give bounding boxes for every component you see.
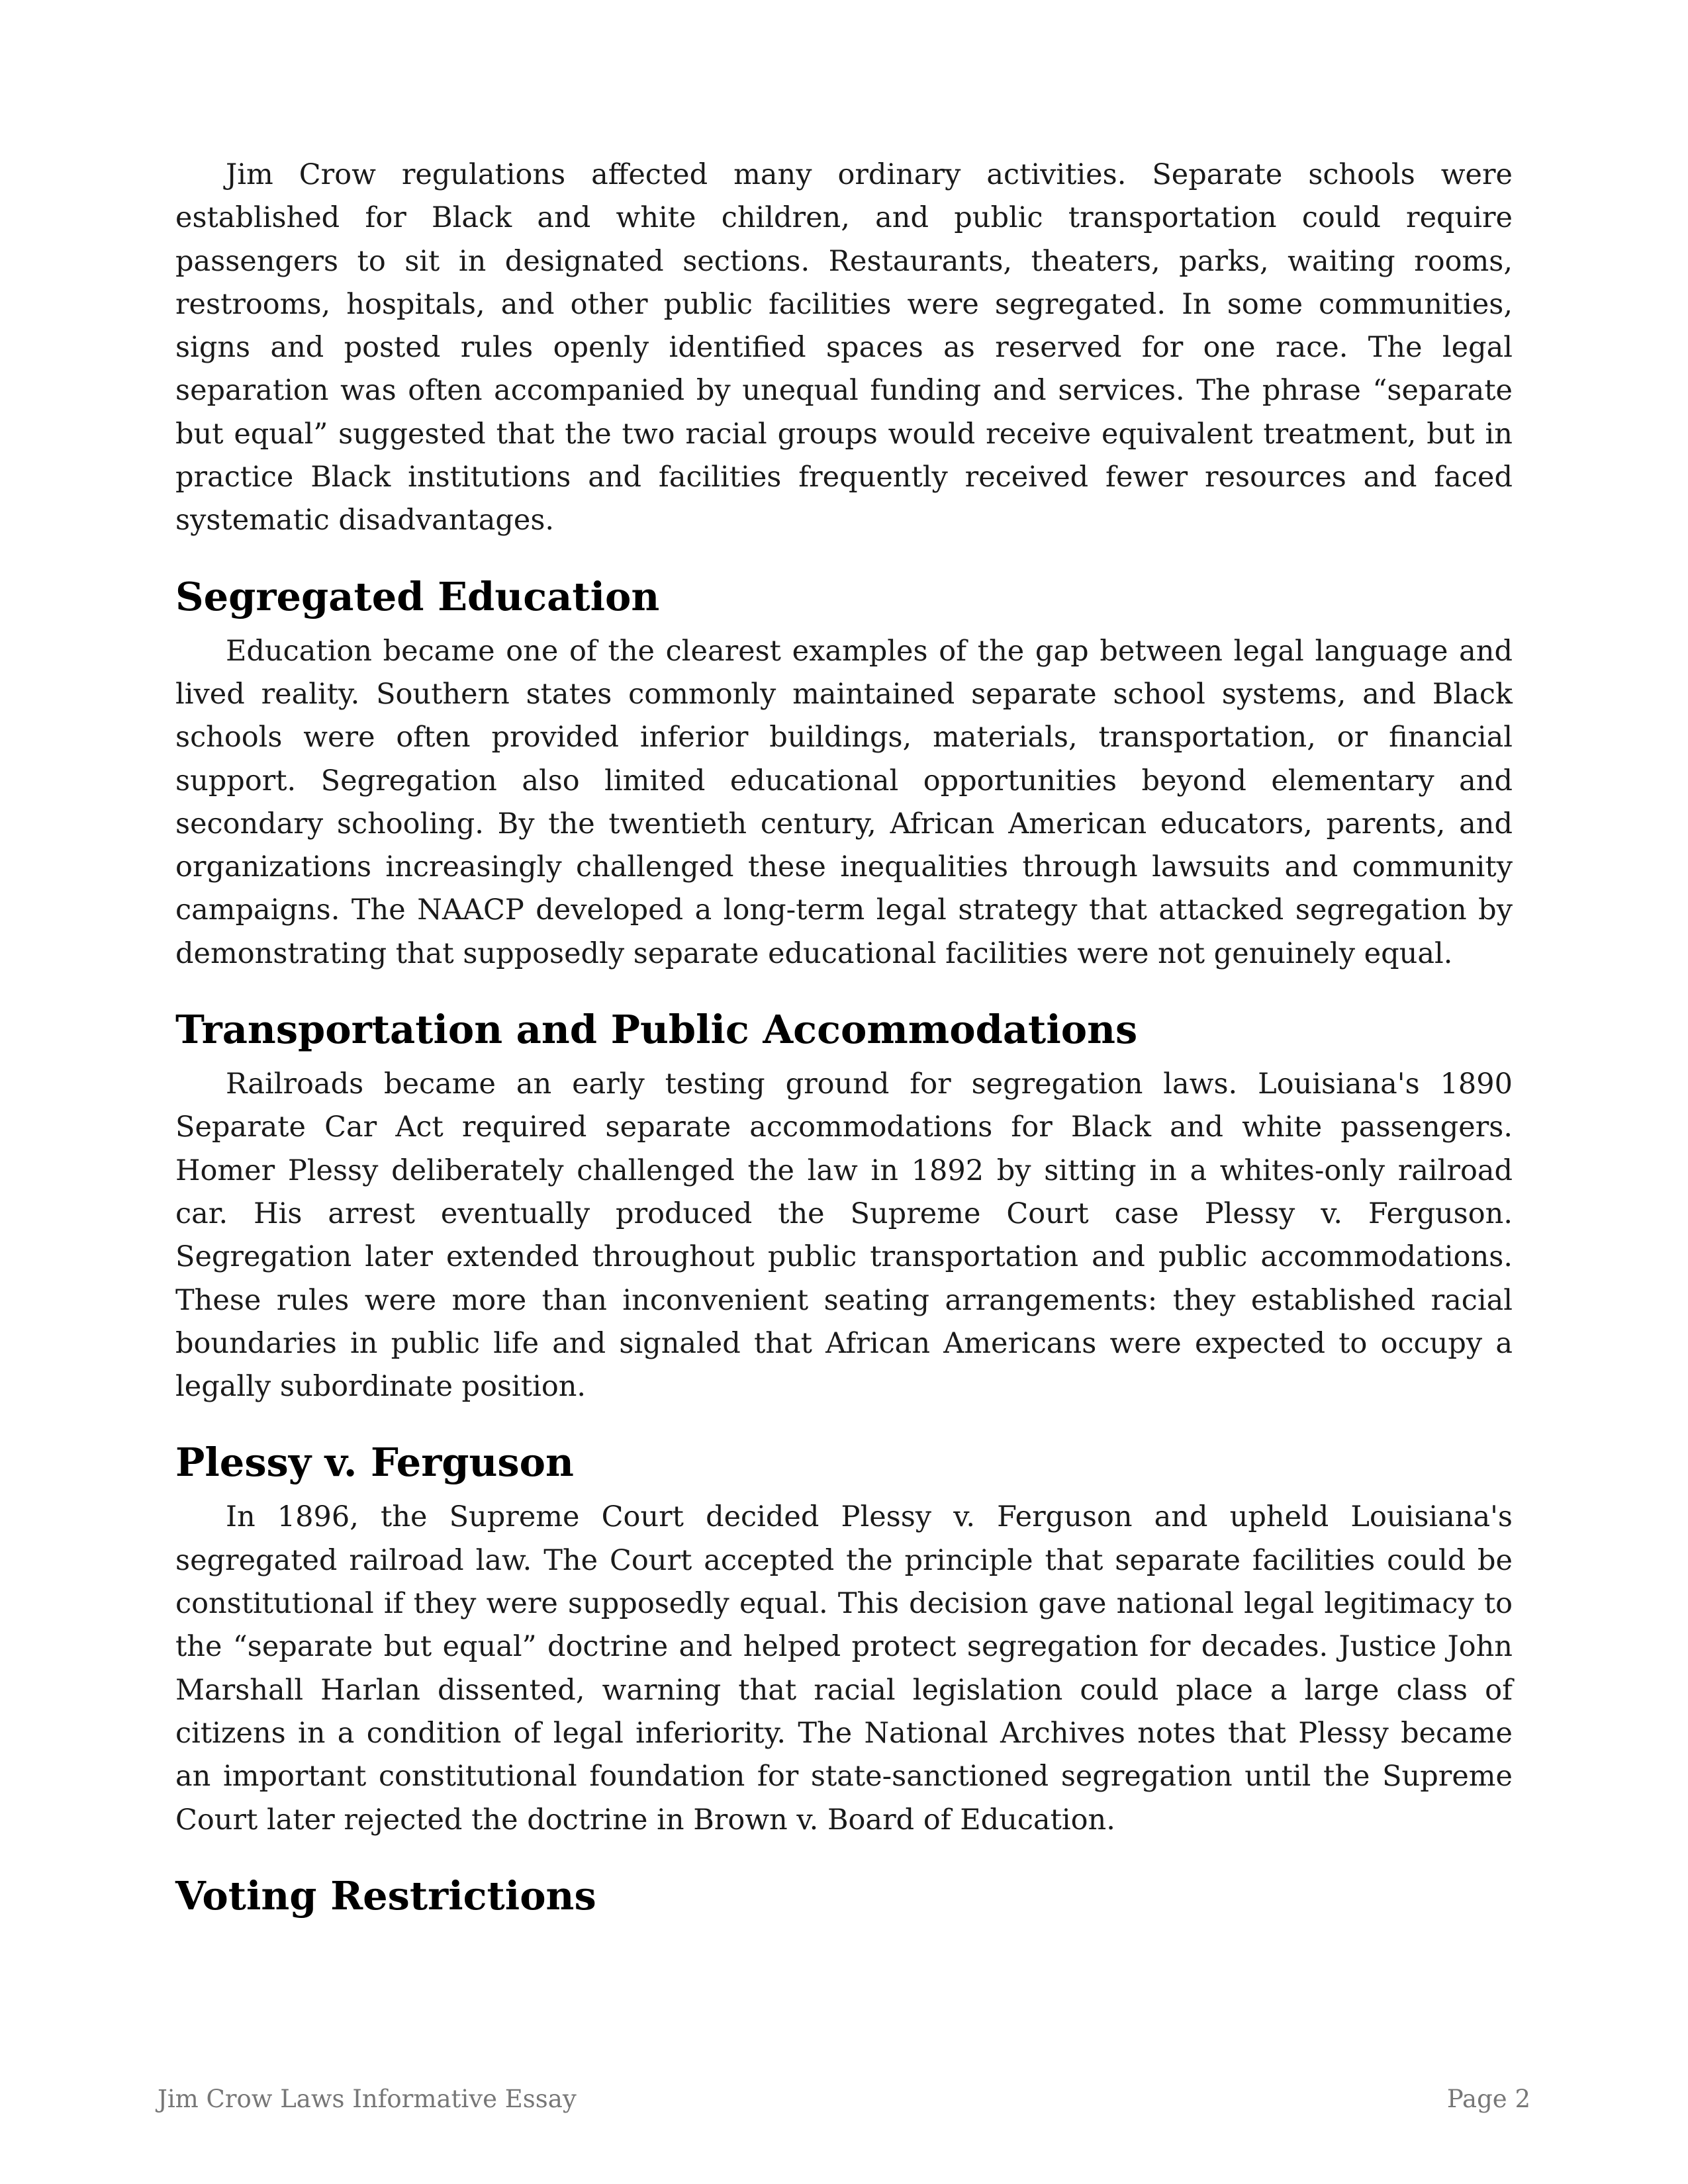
footer-title: Jim Crow Laws Informative Essay bbox=[158, 2085, 577, 2113]
transportation-paragraph: Railroads became an early testing ground for segregation laws. Louisiana's 1890 Separate Car Act required separate accommodations for Black and white passengers. Homer Plessy deliberately challenged the law in 1892 by sitting in a whites-only railroad car. His arrest eventually produced the Supreme Court case Plessy v. Ferguson. Segregation later extended throughout public transportation and public accommodations. These rules were more than inconvenient seating arrangements: they established racial boundaries in public life and signaled that African Americans were expected to occupy a legally subordinate position. bbox=[175, 1068, 1513, 1404]
document-body bbox=[175, 154, 1513, 1929]
section-heading-plessy: Plessy v. Ferguson bbox=[175, 1439, 574, 1486]
intro-paragraph: Jim Crow regulations affected many ordinary activities. Separate schools were established for Black and white children, and public transportation could require passengers to sit in designated sections. Restaurants, theaters, parks, waiting rooms, restrooms, hospitals, and other public facilities were segregated. In some communities, signs and posted rules openly identified spaces as reserved for one race. The legal separation was often accompanied by unequal funding and services. The phrase “separate but equal” suggested that the two racial groups would receive equivalent treatment, but in practice Black institutions and facilities frequently received fewer resources and faced systematic disadvantages. bbox=[175, 158, 1513, 537]
education-paragraph: Education became one of the clearest examples of the gap between legal language and lived reality. Southern states commonly maintained separate school systems, and Black schools were often provided inferior buildings, materials, transportation, or financial support. Segregation also limited educational opportunities beyond elementary and secondary schooling. By the twentieth century, African American educators, parents, and organizations increasingly challenged these inequalities through lawsuits and community campaigns. The NAACP developed a long-term legal strategy that attacked segregation by demonstrating that supposedly separate educational facilities were not genuinely equal. bbox=[175, 634, 1513, 970]
section-heading-education: Segregated Education bbox=[175, 573, 660, 619]
section-heading-transportation: Transportation and Public Accommodations bbox=[175, 1007, 1138, 1053]
section-heading-voting: Voting Restrictions bbox=[175, 1872, 596, 1919]
footer-page-number: Page 2 bbox=[1446, 2085, 1530, 2113]
plessy-paragraph: In 1896, the Supreme Court decided Plessy v. Ferguson and upheld Louisiana's segregated railroad law. The Court accepted the principle that separate facilities could be constitutional if they were supposedly equal. This decision gave national legal legitimacy to the “separate but equal” doctrine and helped protect segregation for decades. Justice John Marshall Harlan dissented, warning that racial legislation could place a large class of citizens in a condition of legal inferiority. The National Archives notes that Plessy became an important constitutional foundation for state-sanctioned segregation until the Supreme Court later rejected the doctrine in Brown v. Board of Education. bbox=[175, 1500, 1513, 1837]
